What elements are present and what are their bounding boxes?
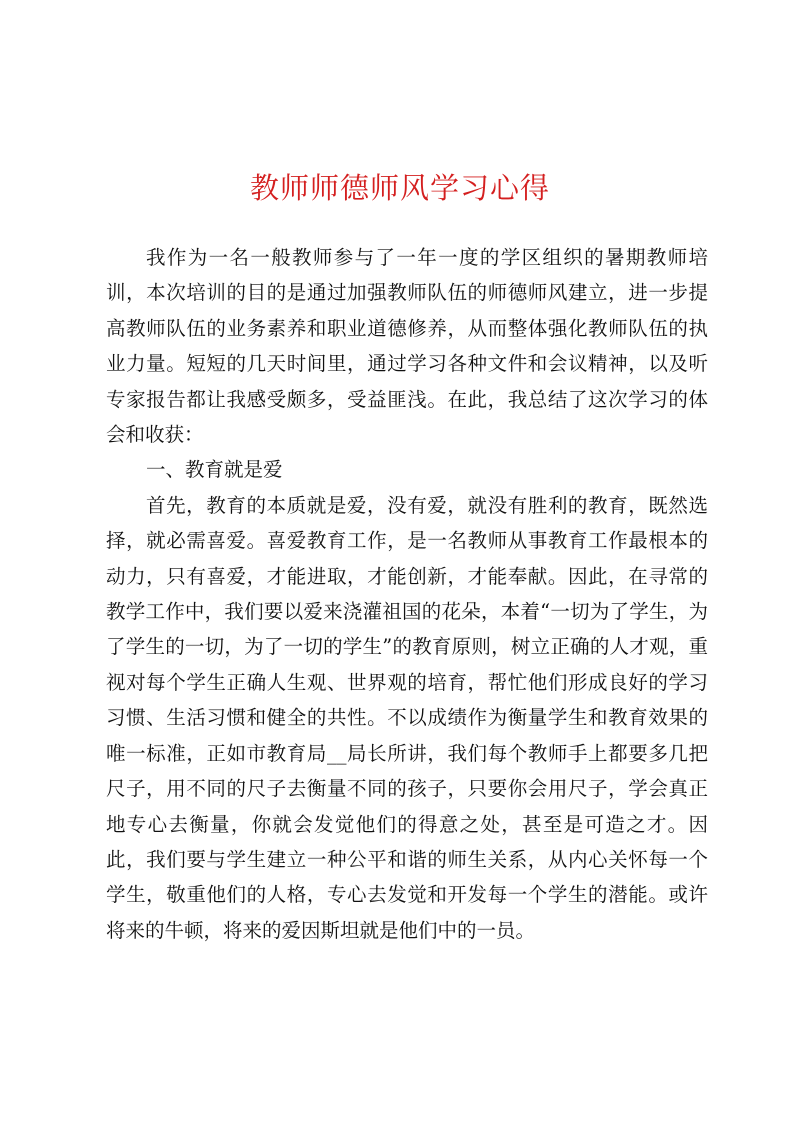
section-heading: 一、教育就是爱 — [146, 458, 283, 482]
body-paragraph: 首先，教育的本质就是爱，没有爱，就没有胜利的教育，既然选择，就必需喜爱。喜爱教育工作，是一名教师从事教育工作最根本的动力，只有喜爱，才能进取，才能创新，才能奉献。因此，在寻常的教学工作中，我们要以爱来浇灌祖国的花朵，本着“一切为了学生，为了学生的一切，为了一切的学生”的教育原则，树立正确的人才观，重视对每个学生正确人生观、世界观的培育，帮忙他们形成良好的学习习惯、生活习惯和健全的共性。不以成绩作为衡量学生和教育效果的唯一标准，正如市教育局__局长所讲，我们每个教师手上都要多几把尺子，用不同的尺子去衡量不同的孩子，只要你会用尺子，学会真正地专心去衡量，你就会发觉他们的得意之处，甚至是可造之才。因此，我们要与学生建立一种公平和谐的师生关系，从内心关怀每一个学生，敬重他们的人格，专心去发觉和开发每一个学生的潜能。或许将来的牛顿，将来的爱因斯坦就是他们中的一员。 — [106, 493, 708, 942]
document-body — [106, 240, 708, 948]
intro-paragraph: 我作为一名一般教师参与了一年一度的学区组织的暑期教师培训，本次培训的目的是通过加强教师队伍的师德师风建立，进一步提高教师队伍的业务素养和职业道德修养，从而整体强化教师队伍的执业力量。短短的几天时间里，通过学习各种文件和会议精神，以及听专家报告都让我感受颇多，受益匪浅。在此，我总结了这次学习的体会和收获： — [106, 246, 708, 447]
document-title: 教师师德师风学习心得 — [249, 171, 550, 205]
